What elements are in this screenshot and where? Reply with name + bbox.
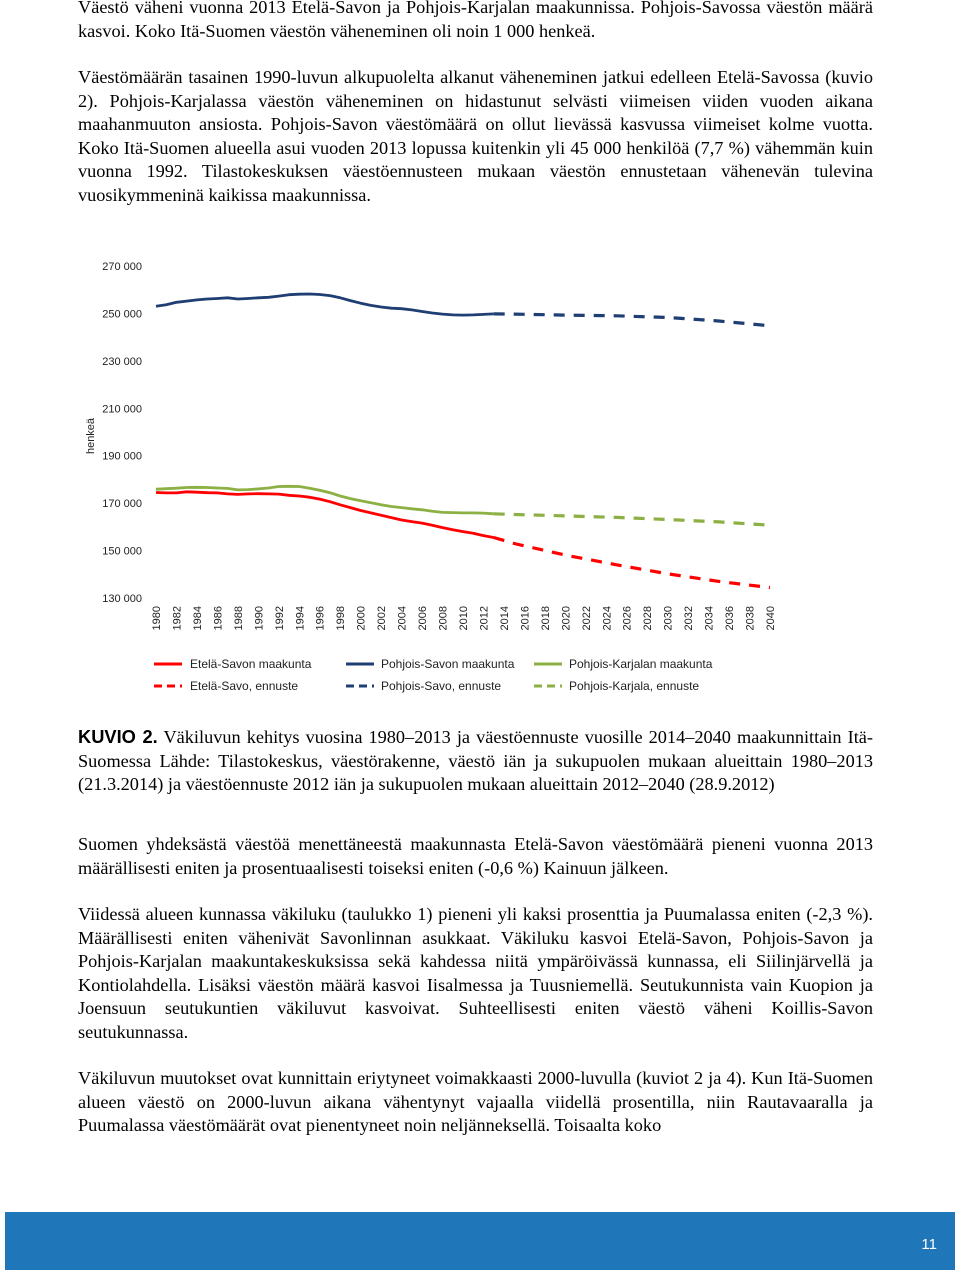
x-tick-label: 2018 [539, 606, 552, 631]
x-tick-label: 1990 [253, 606, 266, 631]
y-tick-label: 150 000 [102, 545, 142, 558]
figure-caption [78, 725, 873, 797]
x-tick-label: 2016 [519, 606, 532, 631]
series-line [494, 514, 770, 525]
legend-label: Pohjois-Savon maakunta [381, 657, 515, 671]
x-tick-label: 2040 [765, 606, 777, 631]
x-tick-label: 2014 [498, 606, 511, 631]
x-tick-label: 2012 [478, 606, 491, 631]
x-tick-label: 2022 [580, 606, 593, 631]
x-tick-label: 2030 [662, 606, 675, 631]
x-tick-label: 1988 [232, 606, 245, 631]
x-tick-label: 2028 [642, 606, 655, 631]
x-tick-label: 2020 [560, 606, 573, 631]
x-tick-label: 2006 [417, 606, 430, 631]
y-tick-label: 270 000 [102, 261, 142, 273]
y-tick-label: 210 000 [102, 403, 142, 416]
y-tick-label: 190 000 [102, 450, 142, 463]
x-tick-label: 2010 [458, 606, 470, 631]
legend-label: Etelä-Savo, ennuste [190, 679, 299, 693]
caption-text: Väkiluvun kehitys vuosina 1980–2013 ja väestöennuste vuosille 2014–2040 maakunnittain Itä-Suomessa Lähde: Tilastokeskus, väestörakenne, väestö iän ja sukupuolen mukaan alueittain 1980–2013 (21.3.2014) ja väestöennuste 2012 iän ja sukupuolen mukaan alueittain 2012–2040 (28.9.2012) [78, 727, 873, 795]
x-tick-label: 2008 [437, 606, 450, 631]
page-number: 11 [921, 1236, 937, 1253]
x-tick-label: 1984 [191, 606, 204, 631]
y-tick-label: 130 000 [102, 593, 142, 605]
population-chart [70, 238, 890, 708]
x-tick-label: 1982 [171, 606, 184, 631]
x-tick-label: 2026 [621, 606, 634, 631]
y-tick-label: 250 000 [102, 308, 142, 321]
paragraph-5: Väkiluvun muutokset ovat kunnittain eriytyneet voimakkaasti 2000-luvulla (kuviot 2 ja 4). Kun Itä-Suomen alueen väestö on 2000-luvun aikana vähentynyt vajaalla viidellä prosentilla, niin Rautavaaralla ja Puumalassa väestömäärät ovat pienentyneet noin neljänneksellä. Toisaalta koko [78, 1068, 873, 1136]
legend-label: Pohjois-Karjalan maakunta [569, 657, 713, 671]
x-tick-label: 2034 [703, 606, 716, 631]
x-tick-label: 2038 [744, 606, 757, 631]
caption-label: KUVIO 2. [78, 726, 158, 747]
series-line [494, 538, 770, 588]
paragraph-1: Väestö väheni vuonna 2013 Etelä-Savon ja Pohjois-Karjalan maakunnissa. Pohjois-Savossa väestön määrä kasvoi. Koko Itä-Suomen väestön väheneminen oli noin 1 000 henkeä. [78, 0, 873, 41]
x-tick-label: 2002 [376, 606, 389, 631]
x-tick-label: 2036 [724, 606, 737, 631]
series-line [494, 314, 770, 326]
x-tick-label: 2000 [355, 606, 368, 631]
y-axis-label: henkeä [85, 417, 97, 455]
x-tick-label: 2004 [396, 606, 409, 631]
paragraph-2: Väestömäärän tasainen 1990-luvun alkupuolelta alkanut väheneminen jatkui edelleen Etelä-Savossa (kuvio 2). Pohjois-Karjalassa väestön väheneminen on hidastunut selvästi viimeisen viiden vuoden aikana maahanmuuton ansiosta. Pohjois-Savon väestömäärä on ollut lievässä kasvussa viimeiset kolme vuotta. Koko Itä-Suomen alueella asui vuoden 2013 lopussa kuitenkin yli 45 000 henkilöä (7,7 %) vähemmän kuin vuonna 1992. Tilastokeskuksen väestöennusteen mukaan väestön ennustetaan vähenevän tulevina vuosikymmeninä kaikissa maakunnissa. [78, 67, 873, 205]
x-tick-label: 1992 [273, 606, 286, 631]
y-tick-label: 170 000 [102, 498, 142, 511]
series-line [156, 492, 494, 538]
footer-bar [5, 1212, 955, 1270]
y-tick-label: 230 000 [102, 355, 142, 368]
x-tick-label: 1994 [294, 606, 307, 631]
x-tick-label: 1998 [335, 606, 348, 631]
legend-label: Etelä-Savon maakunta [190, 657, 312, 671]
x-tick-label: 2032 [683, 606, 696, 631]
paragraph-3: Suomen yhdeksästä väestöä menettäneestä maakunnasta Etelä-Savon väestömäärä pieneni vuonna 2013 määrällisesti eniten ja prosentuaalisesti toiseksi eniten (-0,6 %) Kainuun jälkeen. [78, 834, 873, 878]
legend-label: Pohjois-Karjala, ennuste [569, 679, 700, 693]
x-tick-label: 2024 [601, 606, 614, 631]
x-tick-label: 1996 [314, 606, 327, 631]
paragraph-4: Viidessä alueen kunnassa väkiluku (taulukko 1) pieneni yli kaksi prosenttia ja Puumalassa eniten (-2,3 %). Määrällisesti eniten vähenivät Savonlinnan asukkaat. Väkiluku kasvoi Etelä-Savon, Pohjois-Savon ja Pohjois-Karjalan maakuntakeskuksissa sekä kahdessa niitä ympäröivässä kunnassa, eli Siilinjärvellä ja Kontiolahdella. Lisäksi väestön määrä kasvoi Iisalmessa ja Tuusniemellä. Seutukunnista vain Kuopion ja Joensuun seutukuntien väkiluvut kasvoivat. Suhteellisesti eniten väestö väheni Koillis-Savon seutukunnassa. [78, 904, 873, 1042]
series-line [156, 294, 494, 315]
x-tick-label: 1980 [151, 606, 163, 631]
x-tick-label: 1986 [212, 606, 225, 631]
legend-label: Pohjois-Savo, ennuste [381, 679, 502, 693]
